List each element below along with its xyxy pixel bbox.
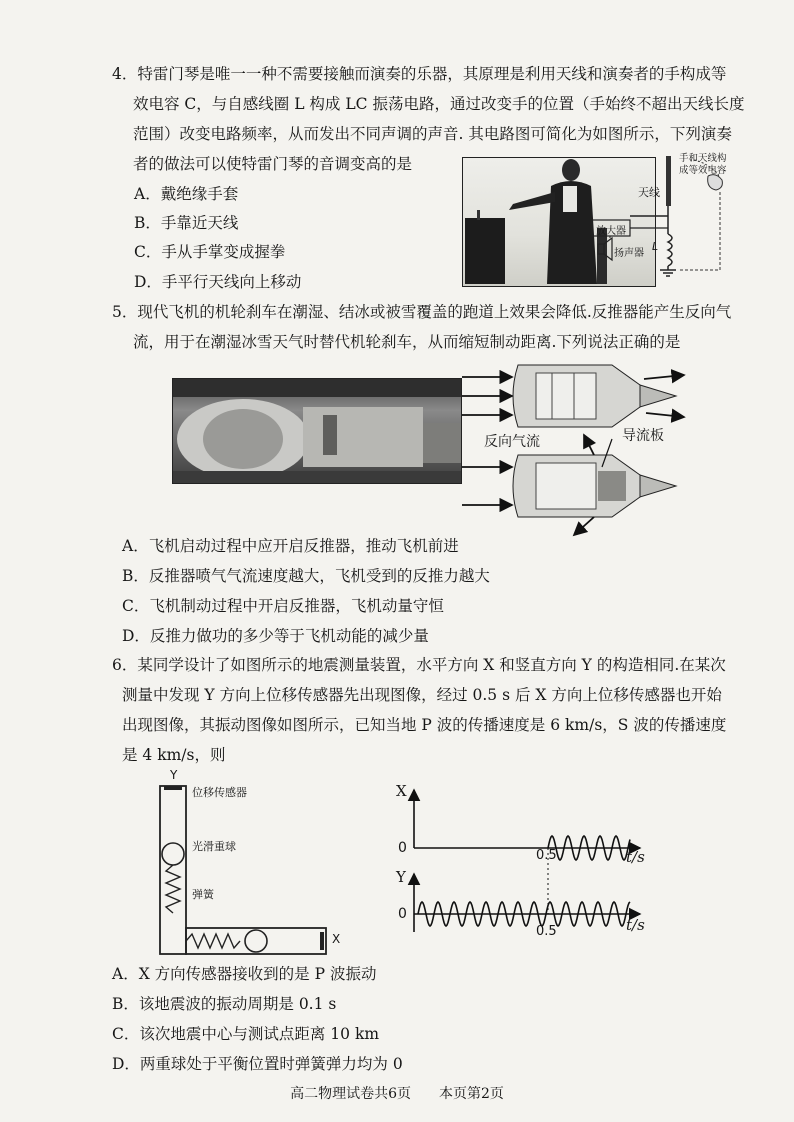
graph-y-time-label: t/s bbox=[626, 916, 645, 934]
q5-option-a[interactable]: A．飞机启动过程中应开启反推器，推动飞机前进 bbox=[122, 537, 459, 555]
deflector-label: 导流板 bbox=[622, 428, 664, 444]
q6-line-1: 6．某同学设计了如图所示的地震测量装置，水平方向 X 和竖直方向 Y 的构造相同.在某次 bbox=[112, 656, 726, 674]
seismometer-device bbox=[150, 768, 360, 960]
amplifier-label: 放大器 bbox=[596, 226, 626, 237]
graph-y-mark: 0.5 bbox=[536, 924, 557, 939]
graph-x-time-label: t/s bbox=[626, 848, 645, 866]
speaker-label: 扬声器 bbox=[614, 248, 644, 259]
q5-line-1: 5．现代飞机的机轮刹车在潮湿、结冰或被雪覆盖的跑道上效果会降低.反推器能产生反向气 bbox=[112, 303, 732, 321]
device-diagram bbox=[150, 772, 360, 960]
antenna-label: 天线 bbox=[638, 186, 660, 199]
sensor-label: 位移传感器 bbox=[192, 786, 247, 799]
q6-option-d[interactable]: D．两重球处于平衡位置时弹簧弹力均为 0 bbox=[112, 1055, 403, 1073]
thrust-reverser-diagram bbox=[462, 355, 692, 540]
graph-x-axis-label: X bbox=[396, 782, 407, 800]
q4-line-3: 范围）改变电路频率，从而发出不同声调的声音. 其电路图可简化为如图所示，下列演奏 bbox=[133, 125, 732, 143]
spring-label: 弹簧 bbox=[192, 888, 214, 901]
theremin-circuit bbox=[590, 152, 740, 277]
q6-option-a[interactable]: A．X 方向传感器接收到的是 P 波振动 bbox=[112, 965, 377, 983]
q5-option-b[interactable]: B．反推器喷气气流速度越大，飞机受到的反推力越大 bbox=[122, 567, 490, 585]
q5-option-c[interactable]: C．飞机制动过程中开启反推器，飞机动量守恒 bbox=[122, 597, 444, 615]
q4-line-2: 效电容 C，与自感线圈 L 构成 LC 振荡电路，通过改变手的位置（手始终不超出天线长度 bbox=[133, 95, 745, 113]
graph-y-zero: 0 bbox=[398, 906, 407, 922]
reverse-flow-label: 反向气流 bbox=[484, 434, 540, 450]
q4-option-b[interactable]: B．手靠近天线 bbox=[134, 214, 239, 232]
q5-option-d[interactable]: D．反推力做功的多少等于飞机动能的减少量 bbox=[122, 627, 429, 645]
hand-capacitor-label-2: 成等效电容 bbox=[679, 165, 727, 176]
coil-label: L bbox=[652, 240, 659, 253]
vibration-graph-svg bbox=[390, 782, 660, 940]
graph-y-axis-label: Y bbox=[396, 868, 406, 886]
q4-option-d[interactable]: D．手平行天线向上移动 bbox=[134, 273, 302, 291]
q6-line-2: 测量中发现 Y 方向上位移传感器先出现图像，经过 0.5 s 后 X 方向上位移传感器也开始 bbox=[122, 686, 722, 704]
q5-line-2: 流，用于在潮湿冰雪天气时替代机轮刹车，从而缩短制动距离.下列说法正确的是 bbox=[133, 333, 681, 351]
engine-photo-illustration bbox=[173, 379, 461, 483]
ball-label: 光滑重球 bbox=[192, 840, 236, 853]
q4-line-1: 4．特雷门琴是唯一一种不需要接触而演奏的乐器，其原理是利用天线和演奏者的手构成等 bbox=[112, 65, 727, 83]
device-y-label: Y bbox=[170, 768, 178, 782]
q6-option-c[interactable]: C．该次地震中心与测试点距离 10 km bbox=[112, 1025, 380, 1043]
device-x-label: X bbox=[332, 932, 341, 946]
hand-capacitor-label-1: 手和天线构 bbox=[679, 153, 727, 164]
page-footer: 高二物理试卷共6页 本页第2页 bbox=[290, 1086, 504, 1102]
q4-line-4: 者的做法可以使特雷门琴的音调变高的是 bbox=[133, 155, 413, 173]
q6-line-4: 是 4 km/s，则 bbox=[122, 746, 226, 764]
q4-option-c[interactable]: C．手从手掌变成握拳 bbox=[134, 243, 286, 261]
graph-x-mark: 0.5 bbox=[536, 848, 557, 863]
engine-photo bbox=[172, 378, 462, 484]
q6-line-3: 出现图像，其振动图像如图所示，已知当地 P 波的传播速度是 6 km/s，S 波的传播速度 bbox=[122, 716, 727, 734]
q4-option-a[interactable]: A．戴绝缘手套 bbox=[134, 185, 239, 203]
q6-option-b[interactable]: B．该地震波的振动周期是 0.1 s bbox=[112, 995, 337, 1013]
graph-x-zero: 0 bbox=[398, 840, 407, 856]
vibration-graphs bbox=[390, 782, 660, 940]
